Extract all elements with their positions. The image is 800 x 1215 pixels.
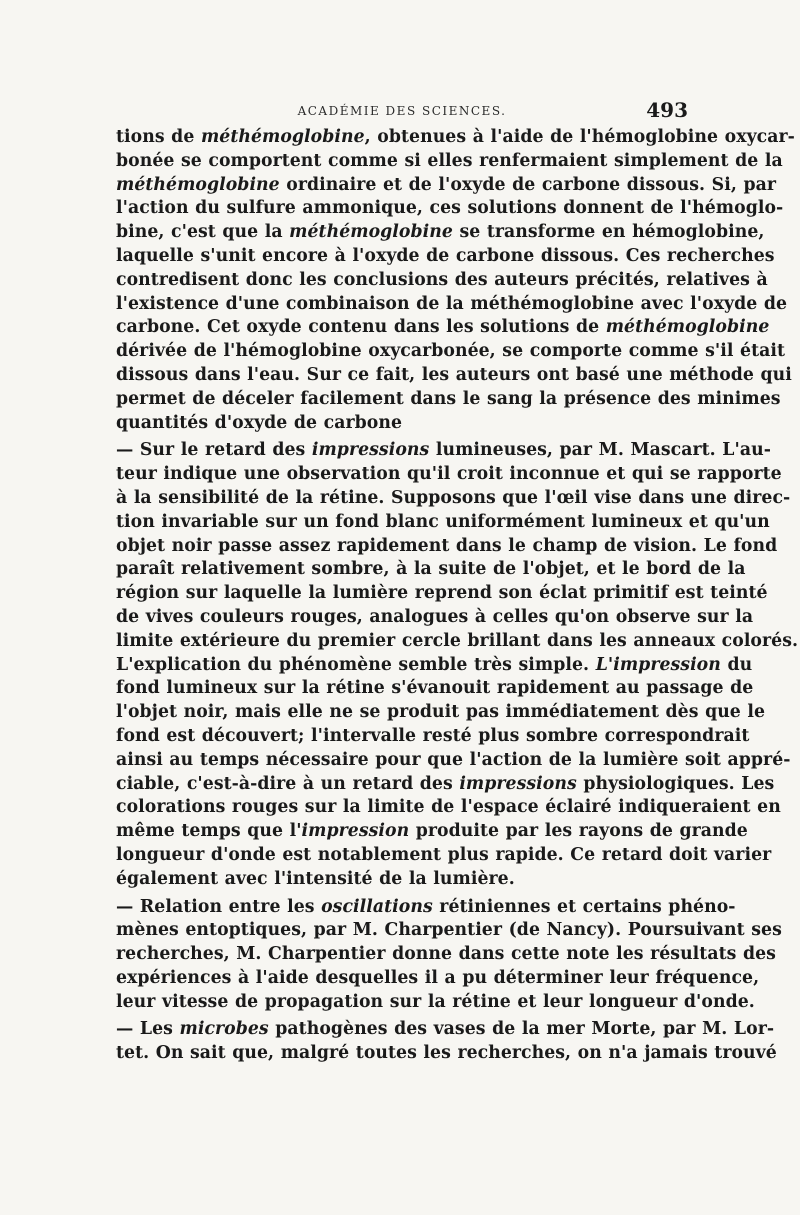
text-line <box>116 293 788 317</box>
text-segment: — Relation entre les <box>116 896 322 917</box>
text-line <box>116 340 786 364</box>
text-segment: colorations rouges sur la limite de l'espace éclairé indiqueraient en <box>116 797 781 818</box>
text-segment: également avec l'intensité de la lumière. <box>116 868 515 889</box>
paragraph <box>116 126 795 435</box>
text-segment: limite extérieure du premier cercle brillant dans les anneaux colorés. <box>116 630 799 651</box>
text-segment: recherches, M. Charpentier donne dans cette note les résultats des <box>116 944 776 965</box>
text-segment: fond lumineux sur la rétine s'évanouit rapidement au passage de <box>116 678 754 699</box>
text-segment: objet noir passe assez rapidement dans le champ de vision. Le fond <box>116 535 778 556</box>
text-segment: bine, c'est que la <box>116 222 290 243</box>
text-line <box>116 844 772 868</box>
paragraph <box>116 439 799 891</box>
paragraph <box>116 896 782 1015</box>
text-line <box>116 967 760 991</box>
text-segment: expériences à l'aide desquelles il a pu déterminer leur fréquence, <box>116 967 760 988</box>
text-segment: produite par les rayons de grande <box>409 821 748 842</box>
text-segment: L'explication du phénomène semble très simple. <box>116 654 596 675</box>
text-line <box>116 630 799 654</box>
text-line <box>116 796 781 820</box>
text-line <box>116 701 766 725</box>
text-segment: lumineuses, par M. Mascart. L'au- <box>429 440 771 461</box>
text-line <box>116 919 782 943</box>
italic-term: L'impression <box>595 654 721 675</box>
text-segment: tet. On sait que, malgré toutes les recherches, on n'a jamais trouvé <box>116 1043 777 1064</box>
text-line <box>116 126 795 150</box>
text-segment: de vives couleurs rouges, analogues à celles qu'on observe sur la <box>116 606 754 627</box>
italic-term: méthémoglobine <box>289 222 453 243</box>
text-line <box>116 558 746 582</box>
text-segment: mènes entoptiques, par M. Charpentier (de Nancy). Poursuivant ses <box>116 920 782 941</box>
text-segment: — Sur le retard des <box>116 440 312 461</box>
text-line <box>116 439 771 463</box>
text-segment: teur indique une observation qu'il croit inconnue et qui se rapporte <box>116 464 782 485</box>
text-segment: dérivée de l'hémoglobine oxycarbonée, se comporte comme s'il était <box>116 341 786 362</box>
text-segment: , obtenues à l'aide de l'hémoglobine oxycar- <box>364 127 795 147</box>
italic-term: oscillations <box>321 896 433 917</box>
text-segment: à la sensibilité de la rétine. Supposons que l'œil vise dans une direc- <box>116 487 791 508</box>
text-segment: physiologiques. Les <box>576 773 775 794</box>
text-segment: contredisent donc les conclusions des auteurs précités, relatives à <box>116 269 768 290</box>
italic-term: impressions <box>311 440 430 461</box>
text-line <box>116 606 754 630</box>
text-line <box>116 316 770 340</box>
text-line <box>116 269 768 293</box>
text-segment: tions de <box>116 127 201 147</box>
text-segment: du <box>720 654 753 675</box>
text-segment: région sur laquelle la lumière reprend son éclat primitif est teinté <box>116 583 768 604</box>
text-segment: se transforme en hémoglobine, <box>452 222 765 243</box>
text-line <box>116 991 755 1015</box>
text-line <box>116 388 781 412</box>
text-line <box>116 221 765 245</box>
text-line <box>116 677 754 701</box>
text-segment: rétiniennes et certains phéno- <box>432 896 736 917</box>
text-segment: longueur d'onde est notablement plus rapide. Ce retard doit varier <box>116 844 772 865</box>
text-segment: fond est découvert; l'intervalle resté plus sombre correspondrait <box>116 725 750 746</box>
body-text <box>116 126 799 1066</box>
italic-term: impression <box>301 821 410 842</box>
italic-term: impressions <box>459 773 577 794</box>
book-page <box>116 96 799 1066</box>
text-segment: l'existence d'une combinaison de la méthémoglobine avec l'oxyde de <box>116 293 788 314</box>
text-line <box>116 868 688 892</box>
text-line <box>116 487 791 511</box>
running-head <box>116 96 688 126</box>
text-segment: dissous dans l'eau. Sur ce fait, les auteurs ont basé une méthode qui <box>116 364 792 385</box>
text-segment: l'action du sulfure ammonique, ces solutions donnent de l'hémoglo- <box>116 198 784 219</box>
text-segment: bonée se comportent comme si elles renfermaient simplement de la <box>116 150 783 171</box>
text-segment: ciable, c'est-à-dire à un retard des <box>116 773 460 794</box>
paragraph <box>116 1018 777 1066</box>
text-segment: leur vitesse de propagation sur la rétine et leur longueur d'onde. <box>116 991 755 1012</box>
text-line <box>116 582 768 606</box>
text-line <box>116 150 783 174</box>
text-segment: pathogènes des vases de la mer Morte, par M. Lor- <box>268 1019 775 1040</box>
italic-term: méthémoglobine <box>200 127 365 147</box>
text-line <box>116 364 792 388</box>
text-line <box>116 896 736 920</box>
text-segment: laquelle s'unit encore à l'oxyde de carbone dissous. Ces recherches <box>116 245 775 266</box>
text-segment: paraît relativement sombre, à la suite de l'objet, et le bord de la <box>116 559 746 580</box>
text-line <box>116 245 775 269</box>
page-number: 493 <box>646 98 688 122</box>
italic-term: méthémoglobine <box>116 174 280 195</box>
text-segment: quantités d'oxyde de carbone <box>116 412 403 433</box>
text-segment: ainsi au temps nécessaire pour que l'action de la lumière soit appré- <box>116 749 791 770</box>
text-line <box>116 749 791 773</box>
text-line <box>116 1042 777 1066</box>
text-segment: carbone. Cet oxyde contenu dans les solutions de <box>116 317 606 338</box>
text-line <box>116 463 782 487</box>
italic-term: microbes <box>179 1019 269 1040</box>
text-segment: permet de déceler facilement dans le sang la présence des minimes <box>116 388 781 409</box>
text-line <box>116 725 750 749</box>
text-line <box>116 943 776 967</box>
text-line <box>116 174 776 198</box>
text-line <box>116 197 784 221</box>
text-line <box>116 820 748 844</box>
text-segment: même temps que l' <box>116 821 302 842</box>
text-line <box>116 1018 775 1042</box>
text-line <box>116 511 770 535</box>
text-line <box>116 535 778 559</box>
text-segment: l'objet noir, mais elle ne se produit pas immédiatement dès que le <box>116 702 766 723</box>
text-segment: — Les <box>116 1019 180 1040</box>
text-line <box>116 412 688 436</box>
text-line <box>116 773 775 797</box>
italic-term: méthémoglobine <box>605 317 770 338</box>
running-title: ACADÉMIE DES SCIENCES. <box>297 104 507 118</box>
text-segment: tion invariable sur un fond blanc uniformément lumineux et qu'un <box>116 511 770 532</box>
text-line <box>116 654 753 678</box>
text-segment: ordinaire et de l'oxyde de carbone dissous. Si, par <box>279 174 776 195</box>
